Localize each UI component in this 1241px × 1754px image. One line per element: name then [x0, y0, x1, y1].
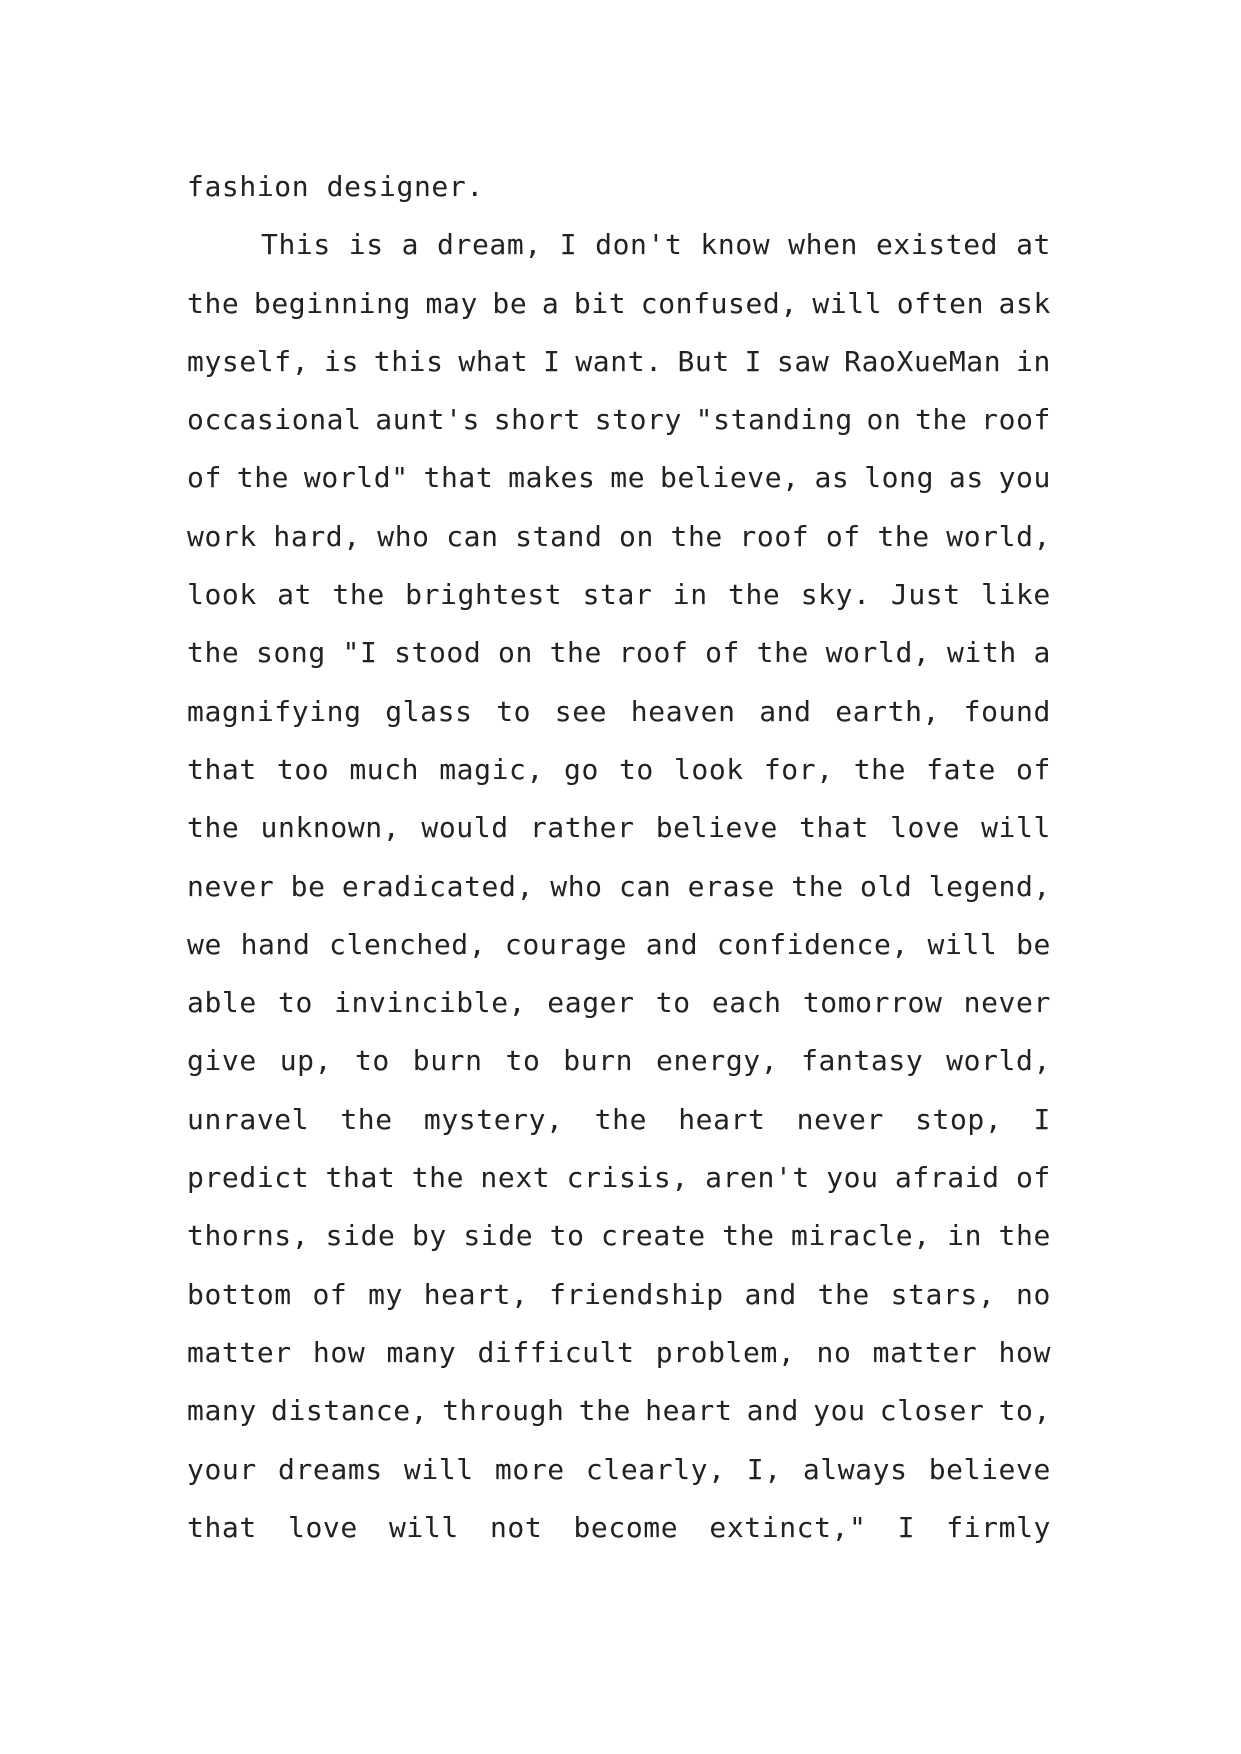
word: saw — [776, 344, 830, 378]
word: will — [812, 286, 883, 320]
word: like — [981, 578, 1051, 612]
word: beginning — [253, 286, 412, 320]
text-line — [187, 1382, 1051, 1440]
word: the — [728, 578, 781, 612]
text-line — [187, 916, 1051, 974]
word: the — [877, 519, 930, 553]
word: able — [187, 986, 257, 1020]
word: aren't — [705, 1161, 810, 1195]
word: invincible, — [334, 986, 527, 1020]
text-line — [187, 508, 1051, 566]
word: the — [670, 519, 723, 553]
word: to — [496, 694, 532, 728]
word: brightest — [405, 578, 563, 612]
word: the — [722, 1219, 775, 1253]
word: dream, — [437, 228, 542, 262]
word: ask — [998, 286, 1051, 320]
word: the — [187, 286, 240, 320]
word: not — [489, 1510, 543, 1544]
word: difficult — [477, 1335, 635, 1369]
word: and — [744, 1277, 797, 1311]
word: as — [948, 461, 984, 495]
word: confidence, — [716, 927, 909, 961]
word: in — [947, 1219, 983, 1253]
word: at — [277, 578, 313, 612]
word: what — [458, 344, 529, 378]
word: thorns, — [187, 1219, 310, 1253]
word: for, — [763, 752, 834, 786]
word: the — [187, 811, 240, 845]
word: This — [261, 228, 331, 262]
word: I — [543, 344, 561, 378]
word: fashion — [187, 170, 327, 203]
word: to — [354, 1044, 390, 1078]
word: to — [505, 1044, 541, 1078]
word: old — [859, 869, 913, 903]
word: you — [998, 461, 1051, 495]
word: know — [700, 228, 771, 262]
word: always — [802, 1452, 908, 1486]
word: the — [853, 752, 907, 786]
word: rather — [529, 811, 635, 845]
word: existed — [875, 228, 999, 262]
word: this — [373, 344, 444, 378]
word: a — [541, 286, 560, 320]
word: crisis, — [566, 1161, 689, 1195]
word: that — [325, 1161, 396, 1195]
word: bottom — [187, 1277, 292, 1311]
text-line — [187, 275, 1051, 333]
word: confused, — [640, 286, 798, 320]
word: predict — [187, 1161, 310, 1195]
word: who — [550, 869, 603, 903]
text-line — [187, 1149, 1051, 1207]
word: love — [287, 1510, 358, 1544]
word: I — [1033, 1102, 1051, 1136]
word: give — [187, 1044, 257, 1078]
word: to — [278, 986, 313, 1020]
word: the — [791, 869, 844, 903]
word: hard, — [273, 519, 361, 553]
word: "I — [342, 636, 378, 670]
word: courage — [504, 927, 628, 961]
word: matter — [872, 1335, 978, 1369]
word: be — [1016, 927, 1051, 961]
word: roof — [739, 519, 810, 553]
text-line — [187, 333, 1051, 391]
word: that — [187, 1510, 257, 1544]
word: makes — [508, 461, 596, 495]
word: I — [897, 1510, 916, 1544]
word: to, — [998, 1394, 1051, 1428]
word: eager — [547, 986, 635, 1020]
word: as — [814, 461, 850, 495]
word: on — [498, 636, 533, 670]
word: earth, — [835, 694, 940, 728]
word: magic, — [439, 752, 544, 786]
word: matter — [187, 1335, 292, 1369]
word: the — [594, 1102, 648, 1136]
word: too — [276, 752, 330, 786]
word: would — [421, 811, 509, 845]
word: RaoXueMan — [844, 344, 1002, 378]
word: I — [744, 344, 763, 378]
word: of — [705, 636, 740, 670]
word: create — [601, 1219, 706, 1253]
word: afraid — [894, 1161, 1000, 1195]
word: star — [582, 578, 653, 612]
word: mystery, — [423, 1102, 564, 1136]
word: energy, — [656, 1044, 779, 1078]
word: occasional — [187, 403, 362, 437]
word: to — [618, 752, 654, 786]
word: and — [746, 1394, 799, 1428]
word: found — [963, 694, 1051, 728]
word: each — [711, 986, 782, 1020]
word: with — [947, 636, 1017, 670]
word: burn — [412, 1044, 483, 1078]
word: the — [549, 636, 602, 670]
word: song — [256, 636, 326, 670]
word: will — [927, 927, 998, 961]
word: how — [312, 1335, 366, 1369]
word: and — [645, 927, 699, 961]
text-line — [187, 1207, 1051, 1265]
word: work — [187, 519, 257, 553]
word: much — [349, 752, 420, 786]
word: closer — [879, 1394, 985, 1428]
word: is — [324, 344, 359, 378]
word: be — [290, 869, 326, 903]
word: look — [187, 578, 257, 612]
word: want. — [575, 344, 663, 378]
word: short — [493, 403, 581, 437]
word: miracle, — [791, 1219, 931, 1253]
word: world, — [946, 519, 1051, 553]
word: sky. — [800, 578, 871, 612]
word: to — [549, 1219, 585, 1253]
word: fantasy — [801, 1044, 924, 1078]
text-line — [187, 974, 1051, 1032]
word: world, — [946, 1044, 1051, 1078]
word: at — [1016, 228, 1051, 262]
word: the — [756, 636, 809, 670]
word: go — [564, 752, 599, 786]
word: will — [981, 811, 1051, 845]
word: many — [187, 1394, 257, 1428]
word: designer. — [326, 170, 484, 203]
word: the — [187, 636, 240, 670]
text-line — [187, 216, 1051, 274]
word: heart — [645, 1394, 733, 1428]
word: firmly — [946, 1510, 1051, 1544]
word: "standing — [695, 403, 853, 437]
word: that — [799, 811, 869, 845]
word: on — [866, 403, 902, 437]
word: be — [492, 286, 528, 320]
word: that — [423, 461, 494, 495]
word: the — [817, 1277, 870, 1311]
word: the — [236, 461, 290, 495]
word: side — [463, 1219, 534, 1253]
word: legend, — [928, 869, 1051, 903]
word: don't — [595, 228, 683, 262]
word: your — [187, 1452, 257, 1486]
word: friendship — [549, 1277, 724, 1311]
word: stand — [515, 519, 603, 553]
word: stop, — [915, 1102, 1003, 1136]
word: erase — [687, 869, 775, 903]
word: dreams — [278, 1452, 383, 1486]
word: I, — [746, 1452, 782, 1486]
word: in — [672, 578, 708, 612]
word: believe — [655, 811, 778, 845]
word: we — [187, 927, 222, 961]
word: up, — [279, 1044, 333, 1078]
word: see — [554, 694, 608, 728]
text-line — [187, 391, 1051, 449]
word: eradicated, — [341, 869, 534, 903]
word: and — [759, 694, 812, 728]
word: to — [655, 986, 691, 1020]
word: the — [332, 578, 385, 612]
word: believe, — [659, 461, 800, 495]
word: heart — [678, 1102, 766, 1136]
word: bit — [573, 286, 627, 320]
text-line — [187, 1324, 1051, 1382]
text-line — [187, 1266, 1051, 1324]
word: of — [1016, 752, 1051, 786]
word: of — [312, 1277, 348, 1311]
word: a — [401, 228, 420, 262]
word: more — [494, 1452, 565, 1486]
word: may — [425, 286, 478, 320]
word: magnifying — [187, 694, 362, 728]
word: But — [677, 344, 730, 378]
word: burn — [563, 1044, 634, 1078]
word: fate — [926, 752, 996, 786]
word: will — [403, 1452, 474, 1486]
body-text — [187, 158, 1051, 1557]
word: clearly, — [585, 1452, 726, 1486]
word: clenched, — [329, 927, 487, 961]
text-line — [187, 158, 1051, 216]
word: is — [348, 228, 384, 262]
word: never — [187, 869, 275, 903]
word: stood — [394, 636, 482, 670]
word: unknown, — [260, 811, 401, 845]
word: a — [1033, 636, 1051, 670]
text-line — [187, 1032, 1051, 1090]
word: hand — [240, 927, 311, 961]
word: roof — [618, 636, 689, 670]
word: the — [915, 403, 968, 437]
word: who — [377, 519, 430, 553]
word: by — [411, 1219, 447, 1253]
text-line — [187, 858, 1051, 916]
word: can — [618, 869, 672, 903]
text-line — [187, 741, 1051, 799]
word: next — [480, 1161, 551, 1195]
word: never — [796, 1102, 884, 1136]
word: on — [619, 519, 654, 553]
word: the — [411, 1161, 465, 1195]
word: look — [673, 752, 744, 786]
word: side — [325, 1219, 396, 1253]
word: believe — [928, 1452, 1051, 1486]
word: distance, — [271, 1394, 429, 1428]
word: I — [559, 228, 578, 262]
word: stars, — [890, 1277, 996, 1311]
text-line — [187, 1441, 1051, 1499]
word: never — [963, 986, 1051, 1020]
word: aunt's — [375, 403, 481, 437]
text-line — [187, 1499, 1051, 1557]
word: of — [825, 519, 861, 553]
word: of — [187, 461, 222, 495]
word: often — [896, 286, 985, 320]
word: through — [442, 1394, 565, 1428]
word: heart, — [423, 1277, 529, 1311]
word: of — [1015, 1161, 1051, 1195]
word: you — [826, 1161, 879, 1195]
word: become — [573, 1510, 679, 1544]
text-line — [187, 799, 1051, 857]
word: no — [1016, 1277, 1051, 1311]
word: heaven — [630, 694, 736, 728]
word: roof — [981, 403, 1051, 437]
text-line — [187, 566, 1051, 624]
text-line — [187, 683, 1051, 741]
word: extinct," — [709, 1510, 867, 1544]
text-line — [187, 624, 1051, 682]
word: story — [594, 403, 682, 437]
text-line — [187, 1091, 1051, 1149]
word: problem, — [655, 1335, 796, 1369]
word: myself, — [187, 344, 310, 378]
word: how — [998, 1335, 1051, 1369]
word: can — [446, 519, 499, 553]
word: love — [890, 811, 960, 845]
word: will — [388, 1510, 459, 1544]
word: when — [788, 228, 858, 262]
word: unravel — [187, 1102, 310, 1136]
word: long — [864, 461, 935, 495]
word: world" — [303, 461, 409, 495]
text-line — [187, 449, 1051, 507]
word: no — [816, 1335, 852, 1369]
word: you — [813, 1394, 866, 1428]
word: glass — [385, 694, 473, 728]
word: me — [610, 461, 646, 495]
word: tomorrow — [802, 986, 943, 1020]
word: the — [998, 1219, 1051, 1253]
word: world, — [825, 636, 931, 670]
word: in — [1016, 344, 1051, 378]
word: the — [340, 1102, 393, 1136]
word: many — [386, 1335, 457, 1369]
word: Just — [890, 578, 961, 612]
word: that — [187, 752, 257, 786]
word: my — [368, 1277, 403, 1311]
word: the — [578, 1394, 632, 1428]
